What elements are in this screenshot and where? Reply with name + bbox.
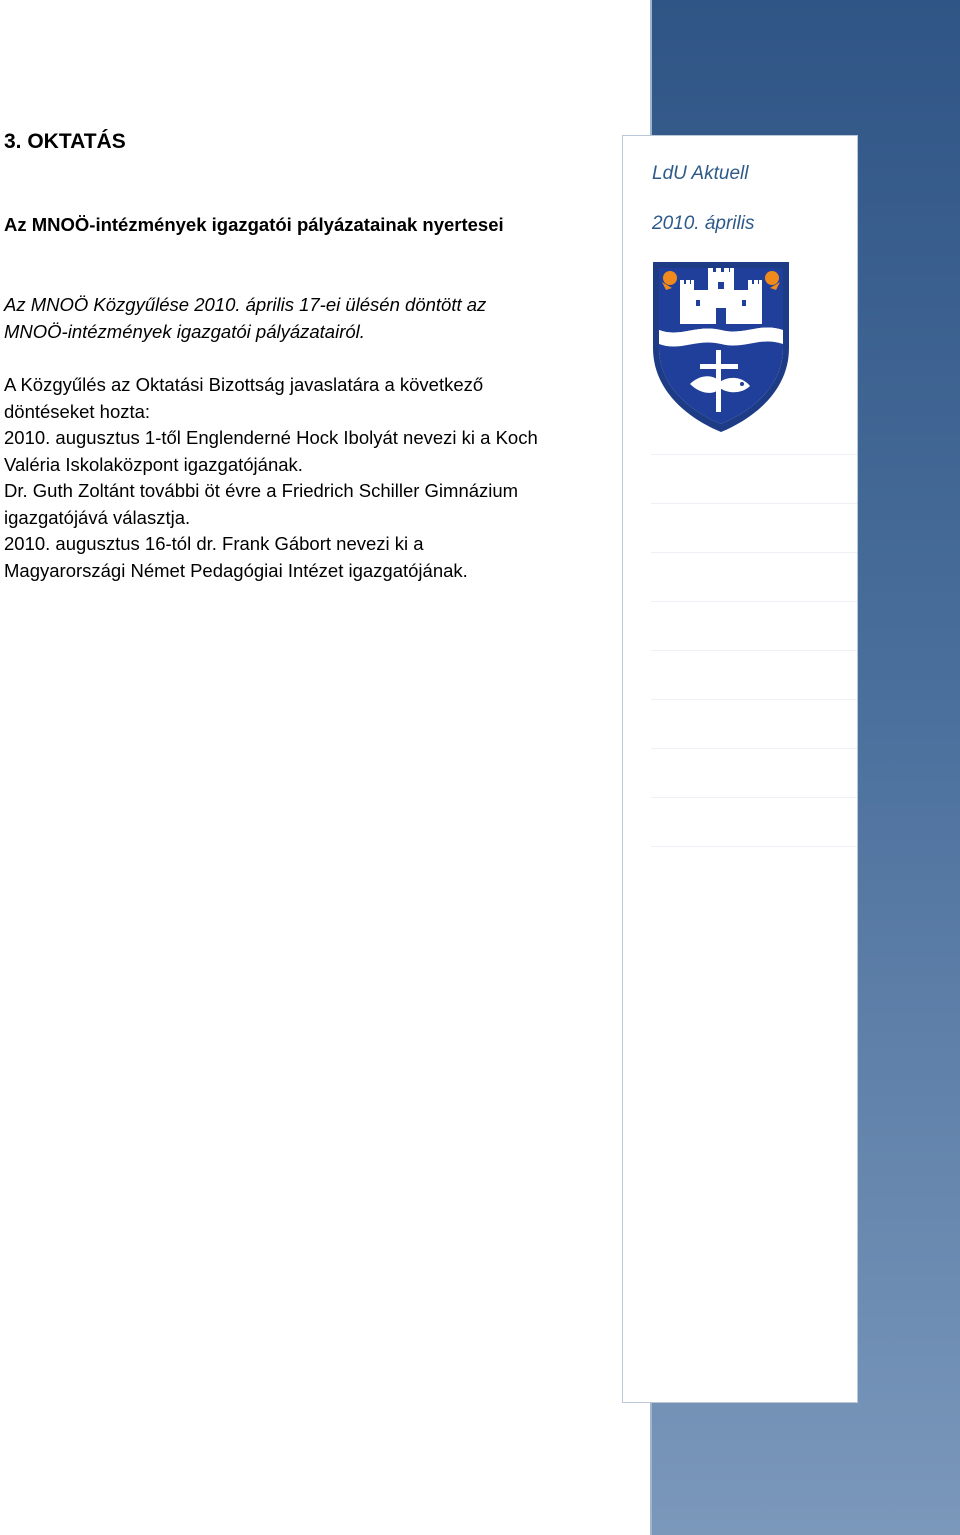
body-paragraph [4, 372, 538, 584]
lead-paragraph [4, 292, 486, 345]
section-heading: 3. OKTATÁS [4, 130, 126, 153]
sidebar-date: 2010. április [652, 213, 755, 234]
body-line: döntéseket hozta: [4, 400, 151, 422]
body-line: Valéria Iskolaközpont igazgatójának. [4, 453, 303, 475]
body-line: 2010. augusztus 16-tól dr. Frank Gábort nevezi ki a [4, 533, 424, 554]
body-line: igazgatójává választja. [4, 506, 191, 528]
body-line: 2010. augusztus 1-től Englenderné Hock Ibolyát nevezi ki a Koch [4, 427, 538, 448]
body-line: Magyarországi Német Pedagógiai Intézet igazgatójának. [4, 559, 468, 581]
body-line: A Közgyűlés az Oktatási Bizottság javaslatára a következő [4, 374, 484, 395]
lead-line: Az MNOÖ Közgyűlése 2010. április 17-ei ülésén döntött az [4, 294, 487, 315]
coat-of-arms-icon [650, 260, 792, 434]
sidebar-title: LdU Aktuell [652, 163, 749, 184]
lead-line: MNOÖ-intézmények igazgatói pályázatairól. [4, 320, 365, 342]
body-line: Dr. Guth Zoltánt további öt évre a Friedrich Schiller Gimnázium [4, 480, 519, 501]
article-title: Az MNOÖ-intézmények igazgatói pályázatainak nyertesei [4, 214, 504, 235]
